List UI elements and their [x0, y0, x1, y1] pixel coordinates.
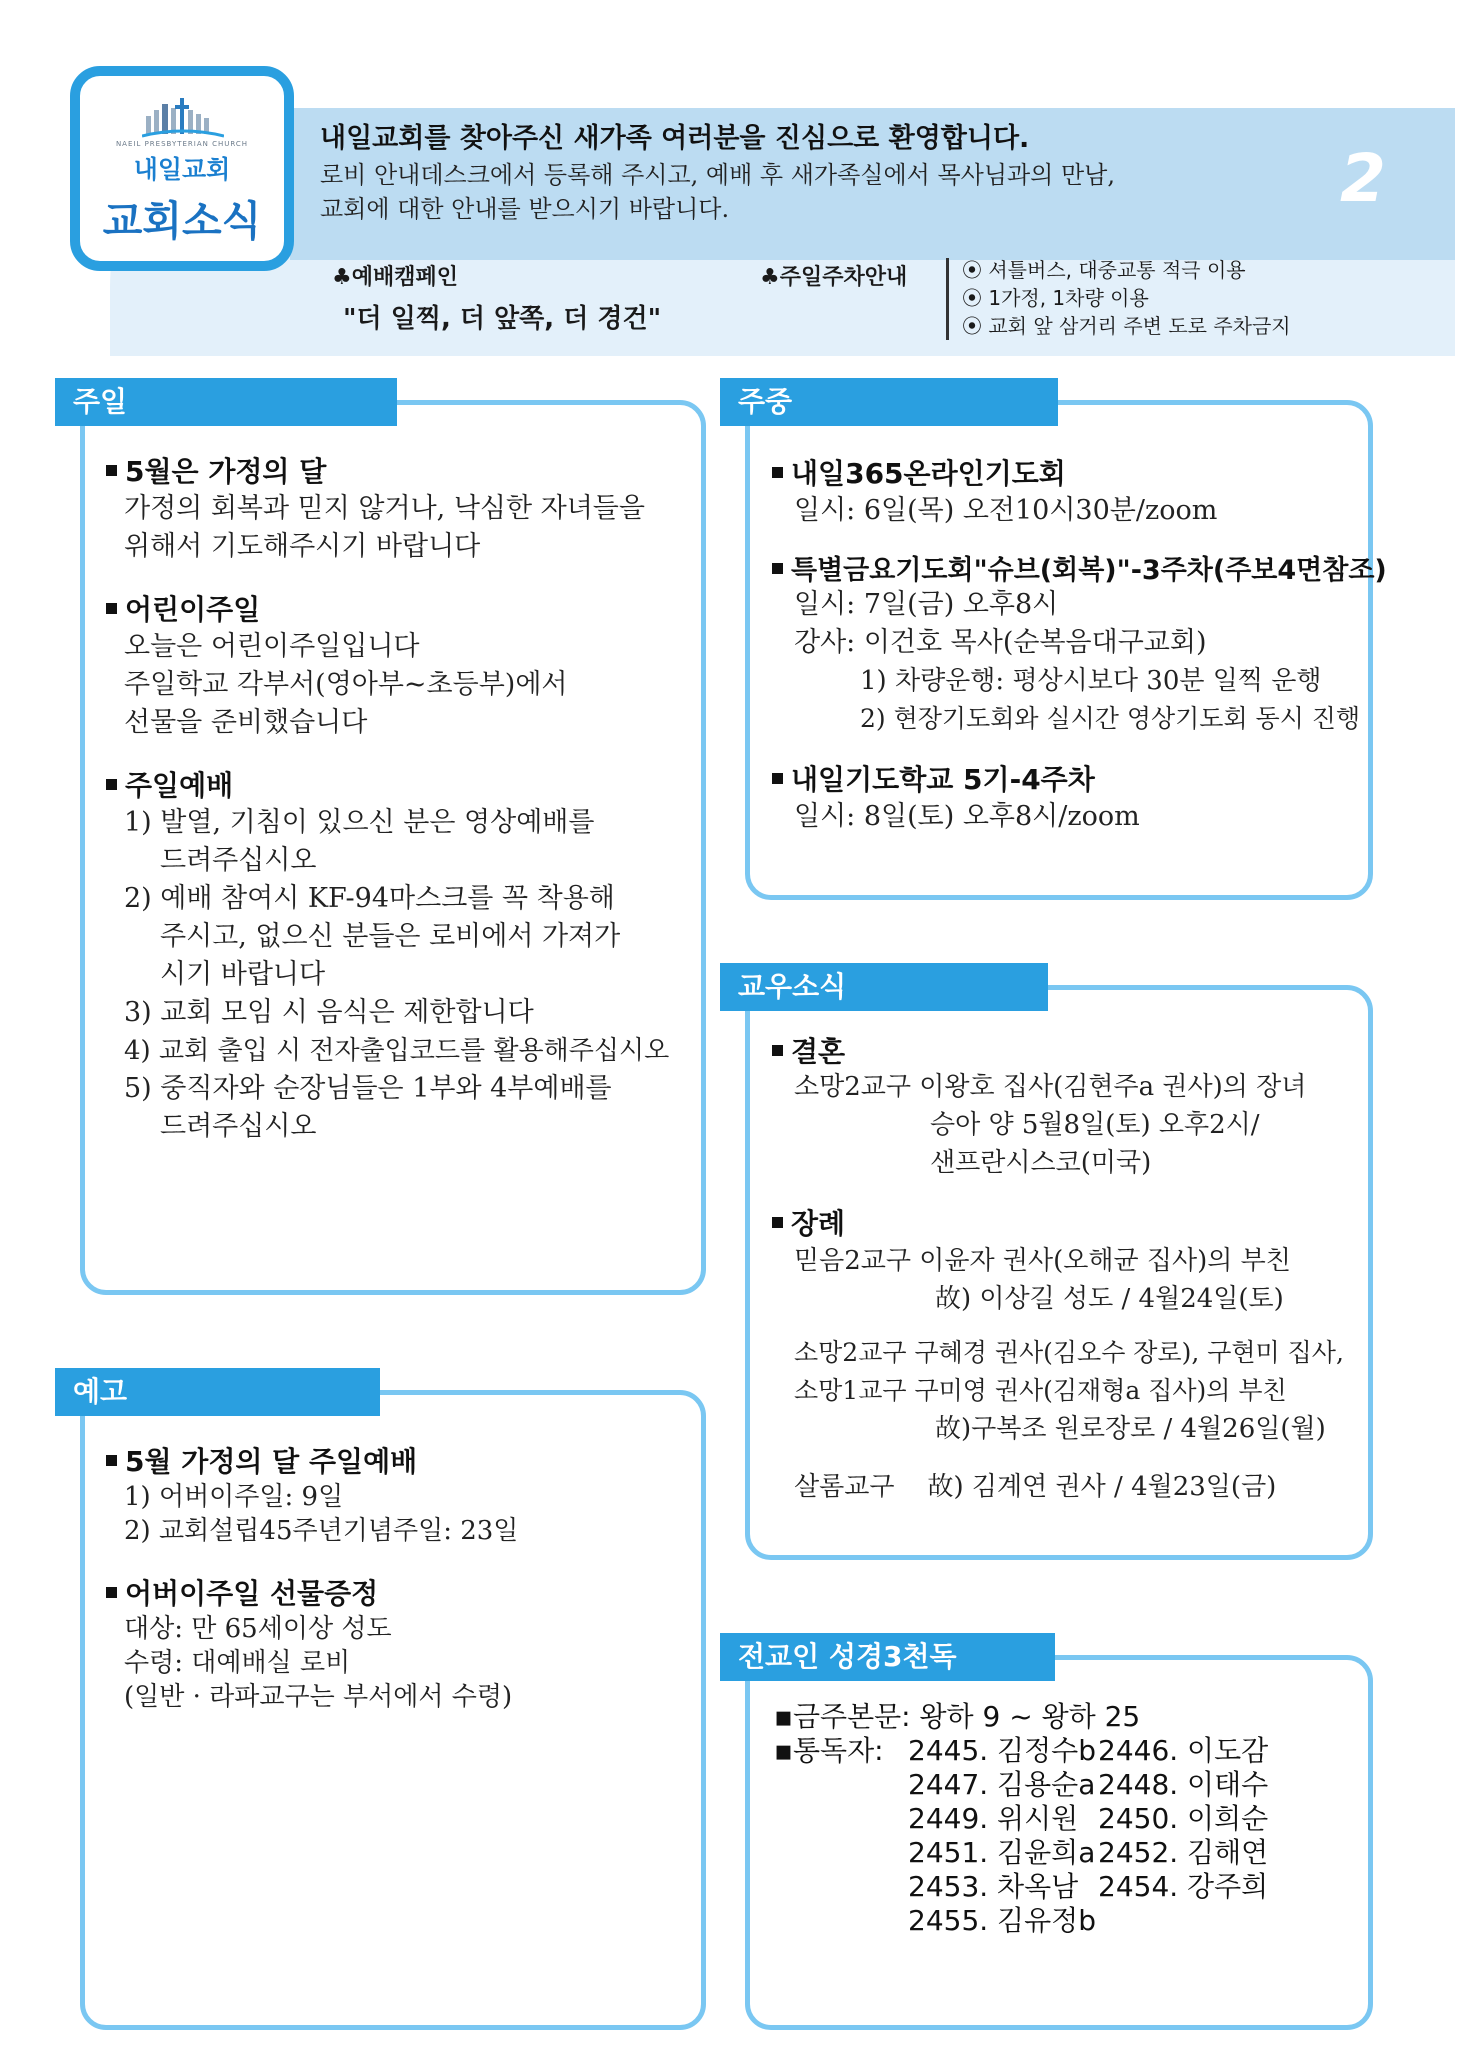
members-item-line: 믿음2교구 이윤자 권사(오해균 집사)의 부친 — [794, 1246, 1291, 1276]
weekday-item-line: 일시: 6일(목) 오전10시30분/zoom — [794, 495, 1218, 526]
welcome-line: 로비 안내데스크에서 등록해 주시고, 예배 후 새가족실에서 목사님과의 만남, — [320, 161, 1115, 189]
members-item-line: 소망2교구 이왕호 집사(김현주a 권사)의 장녀 — [794, 1072, 1307, 1102]
sunday-item-line: 3) 교회 모임 시 음식은 제한합니다 — [124, 997, 534, 1028]
members-item-line: 소망2교구 구혜경 권사(김오수 장로), 구현미 집사, — [794, 1338, 1344, 1367]
members-item-line: 故) 이상길 성도 / 4월24일(토) — [935, 1284, 1284, 1314]
logo-church-name: 내일교회 — [133, 155, 231, 184]
page-title: 교회소식 — [102, 197, 262, 245]
bible-reader: 2450. 이희순 — [1098, 1802, 1269, 1835]
notice-item-title: 어버이주일 선물증정 — [106, 1572, 378, 1612]
weekday-item-line: 일시: 7일(금) 오후8시 — [794, 589, 1059, 620]
notice-item-line: (일반 · 라파교구는 부서에서 수령) — [124, 1682, 513, 1712]
notice-item-title: 5월 가정의 달 주일예배 — [106, 1440, 417, 1480]
sunday-item-title: 어린이주일 — [106, 588, 260, 628]
parking-list — [962, 256, 1291, 340]
bible-reader: 2455. 김유정b — [908, 1904, 1096, 1937]
sunday-item-line: 4) 교회 출입 시 전자출입코드를 활용해주십시오 — [124, 1036, 670, 1066]
bible-tab: 전교인 성경3천독 — [720, 1633, 1055, 1681]
campaign-slogan: "더 일찍, 더 앞쪽, 더 경건" — [343, 304, 662, 334]
parking-divider — [946, 258, 949, 340]
members-item-line: 살롬교구 故) 김계연 권사 / 4월23일(금) — [794, 1472, 1277, 1502]
sunday-item-line: 가정의 회복과 믿지 않거나, 낙심한 자녀들을 — [124, 493, 645, 524]
sunday-item-title: 주일예배 — [106, 764, 233, 804]
weekday-item-title: 내일기도학교 5기-4주차 — [772, 758, 1095, 798]
campaign-title: ♣예배캠페인 — [332, 265, 458, 290]
bible-readers-label: ▪통독자: — [774, 1734, 884, 1767]
sunday-item-line: 2) 예배 참여시 KF-94마스크를 꼭 착용해 — [124, 883, 615, 914]
sunday-item-line: 주시고, 없으신 분들은 로비에서 가져가 — [160, 921, 621, 952]
sunday-item-line: 주일학교 각부서(영아부~초등부)에서 — [124, 669, 568, 700]
page-number: 2 — [1340, 140, 1386, 217]
sunday-tab: 주일 — [55, 378, 397, 426]
bible-reader: 2445. 김정수b — [908, 1734, 1096, 1767]
notice-item-line: 1) 어버이주일: 9일 — [124, 1482, 344, 1512]
members-tab: 교우소식 — [720, 963, 1048, 1011]
notice-item-line: 2) 교회설립45주년기념주일: 23일 — [124, 1516, 519, 1546]
notice-item-line: 수령: 대예배실 로비 — [124, 1648, 351, 1678]
weekday-item-line: 2) 현장기도회와 실시간 영상기도회 동시 진행 — [860, 704, 1361, 733]
weekday-tab: 주중 — [720, 378, 1058, 426]
bible-reader: 2454. 강주희 — [1098, 1870, 1269, 1903]
sunday-item-line: 1) 발열, 기침이 있으신 분은 영상예배를 — [124, 807, 595, 838]
welcome-title: 내일교회를 찾아주신 새가족 여러분을 진심으로 환영합니다. — [320, 123, 1030, 154]
bible-reader: 2451. 김윤희a — [908, 1836, 1096, 1869]
church-logo-icon — [142, 96, 224, 140]
members-item-line: 故)구복조 원로장로 / 4월26일(월) — [935, 1414, 1326, 1444]
welcome-message — [320, 120, 1320, 226]
weekday-item-title: 내일365온라인기도회 — [772, 452, 1066, 492]
weekday-item-line: 1) 차량운행: 평상시보다 30분 일찍 운행 — [860, 666, 1322, 696]
notice-item-line: 대상: 만 65세이상 성도 — [124, 1614, 392, 1644]
sunday-item-line: 드려주십시오 — [160, 1111, 317, 1142]
bible-reader: 2453. 차옥남 — [908, 1870, 1079, 1903]
parking-item: ⦿ 셔틀버스, 대중교통 적극 이용 — [962, 258, 1246, 282]
bible-reader: 2446. 이도감 — [1098, 1734, 1269, 1767]
bible-reader: 2447. 김용순a — [908, 1768, 1096, 1801]
bible-reader: 2452. 김해연 — [1098, 1836, 1269, 1869]
members-item-line: 승아 양 5월8일(토) 오후2시/ — [930, 1110, 1260, 1140]
logo-subtitle: NAEIL PRESBYTERIAN CHURCH — [115, 140, 249, 148]
parking-item: ⦿ 교회 앞 삼거리 주변 도로 주차금지 — [962, 314, 1291, 338]
sunday-item-line: 위해서 기도해주시기 바랍니다 — [124, 531, 481, 562]
sunday-item-title: 5월은 가정의 달 — [106, 450, 326, 490]
bible-reader: 2449. 위시원 — [908, 1802, 1079, 1835]
weekday-item-title: 특별금요기도회"슈브(회복)"-3주차(주보4면참조) — [772, 548, 1387, 587]
parking-title: ♣주일주차안내 — [760, 265, 908, 290]
members-item-title: 결혼 — [772, 1030, 845, 1070]
church-logo-box — [70, 66, 294, 271]
sunday-item-line: 선물을 준비했습니다 — [124, 707, 368, 738]
weekday-item-line: 일시: 8일(토) 오후8시/zoom — [794, 801, 1140, 832]
weekday-item-line: 강사: 이건호 목사(순복음대구교회) — [794, 627, 1207, 658]
members-item-line: 샌프란시스코(미국) — [930, 1148, 1152, 1178]
notice-tab: 예고 — [55, 1368, 380, 1416]
sunday-item-line: 시기 바랍니다 — [160, 959, 326, 990]
sunday-item-line: 5) 중직자와 순장님들은 1부와 4부예배를 — [124, 1073, 612, 1104]
welcome-line: 교회에 대한 안내를 받으시기 바랍니다. — [320, 195, 730, 223]
members-item-line: 소망1교구 구미영 권사(김재형a 집사)의 부친 — [794, 1376, 1287, 1405]
members-item-title: 장례 — [772, 1202, 845, 1242]
bible-reader: 2448. 이태수 — [1098, 1768, 1269, 1801]
sunday-item-line: 드려주십시오 — [160, 845, 317, 876]
parking-item: ⦿ 1가정, 1차량 이용 — [962, 286, 1149, 310]
bible-passage: ▪금주본문: 왕하 9 ~ 왕하 25 — [774, 1700, 1141, 1733]
sunday-item-line: 오늘은 어린이주일입니다 — [124, 631, 420, 662]
